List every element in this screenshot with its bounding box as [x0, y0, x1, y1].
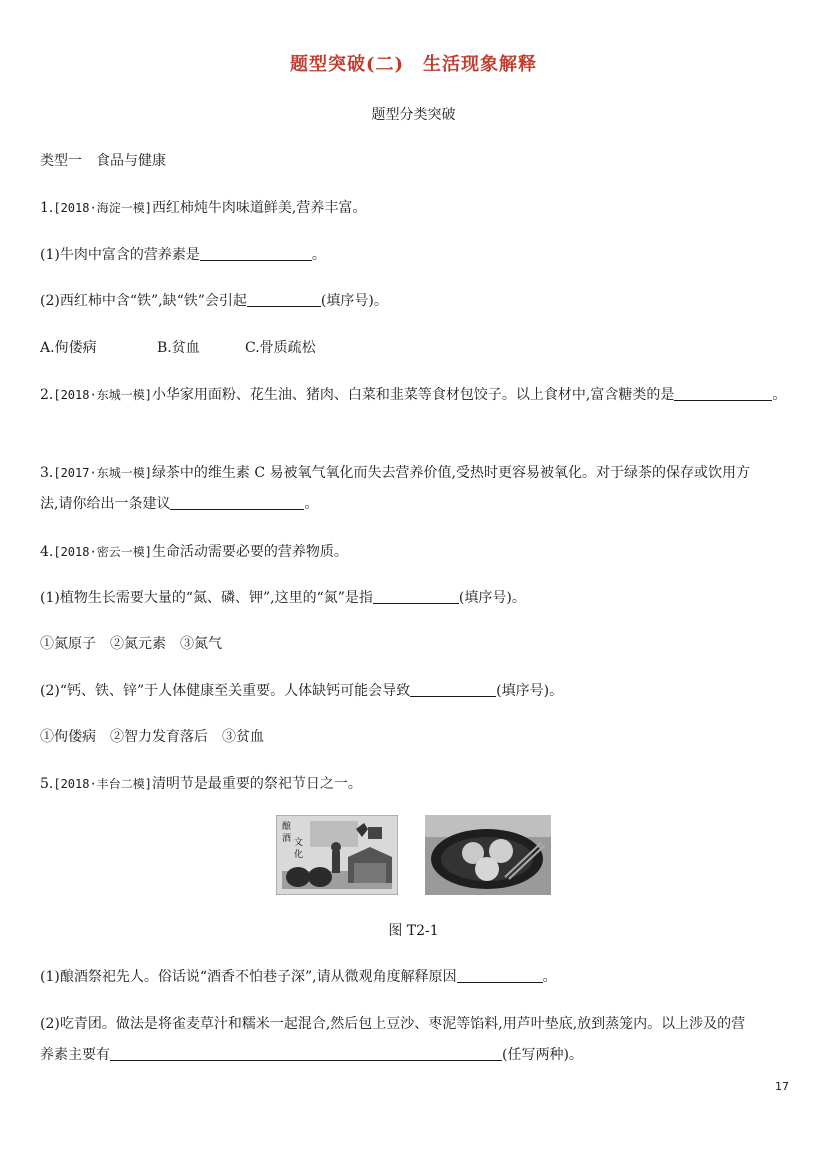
question-text: 清明节是最重要的祭祀节日之一。 [151, 776, 362, 792]
question-source: [2018·海淀一模] [53, 201, 152, 215]
question-4-part-1-options: ①氮原子 ②氮元素 ③氮气 [40, 636, 222, 652]
question-text: 西红柿炖牛肉味道鲜美,营养丰富。 [151, 200, 367, 216]
question-5-part-1 [40, 966, 557, 986]
question-4-part-1 [40, 587, 526, 607]
answer-blank[interactable] [457, 968, 543, 983]
question-source: [2017·东城一模] [53, 466, 152, 480]
question-2 [40, 384, 786, 404]
question-source: [2018·丰台二模] [53, 777, 152, 791]
question-3-line-2 [40, 493, 318, 513]
question-number: 5. [40, 776, 54, 792]
question-source: [2018·东城一模] [53, 388, 152, 402]
part-text-end: 。 [311, 247, 326, 263]
qingtuan-image [425, 815, 551, 895]
part-text-end: 。 [542, 969, 557, 985]
svg-text:文: 文 [294, 838, 304, 848]
part-text-end: (填序号)。 [320, 293, 388, 309]
question-1-options [40, 337, 316, 357]
question-number: 1. [40, 200, 54, 216]
svg-text:酿: 酿 [282, 822, 292, 832]
question-text: 小华家用面粉、花生油、猪肉、白菜和韭菜等食材包饺子。以上食材中,富含糖类的是 [151, 387, 675, 403]
option-a: A.佝偻病 [40, 340, 97, 356]
question-1 [40, 197, 366, 217]
question-3 [40, 462, 750, 482]
page-title: 题型突破(二) 生活现象解释 [289, 54, 538, 75]
question-number: 4. [40, 544, 54, 560]
part-text: (1)酿酒祭祀先人。俗话说“酒香不怕巷子深”,请从微观角度解释原因 [40, 969, 457, 985]
section-heading: 类型一 食品与健康 [40, 153, 166, 169]
part-text: (1)植物生长需要大量的“氮、磷、钾”,这里的“氮”是指 [40, 590, 373, 606]
part-text-end: (填序号)。 [496, 683, 564, 699]
part-text: (1)牛肉中富含的营养素是 [40, 247, 200, 263]
figure-caption: 图 T2-1 [388, 923, 439, 939]
wine-culture-image [276, 815, 398, 895]
answer-blank[interactable] [200, 246, 312, 261]
option-c: C.骨质疏松 [245, 340, 316, 356]
svg-text:化: 化 [294, 850, 304, 860]
page-number: 17 [775, 1080, 789, 1093]
svg-text:酒: 酒 [282, 834, 292, 844]
answer-blank[interactable] [373, 589, 459, 604]
question-5 [40, 773, 362, 793]
answer-blank[interactable] [110, 1046, 502, 1061]
question-1-part-2 [40, 290, 388, 310]
answer-blank[interactable] [170, 495, 304, 510]
part-text-end: (填序号)。 [458, 590, 526, 606]
question-text: 法,请你给出一条建议 [40, 496, 171, 512]
question-5-part-2: (2)吃青团。做法是将雀麦草汁和糯米一起混合,然后包上豆沙、枣泥等馅料,用芦叶垫底,放到蒸笼内。以上涉及的营 [40, 1016, 746, 1032]
question-text: 绿茶中的维生素 C 易被氧气氧化而失去营养价值,受热时更容易被氧化。对于绿茶的保存或饮用方 [151, 465, 750, 481]
option-b: B.贫血 [157, 340, 200, 356]
answer-blank[interactable] [674, 386, 772, 401]
part-text-end: (任写两种)。 [502, 1047, 583, 1063]
question-5-part-2-line-2 [40, 1044, 583, 1064]
question-text-end: 。 [772, 387, 787, 403]
part-text: 养素主要有 [40, 1047, 110, 1063]
question-number: 3. [40, 465, 54, 481]
question-4-part-2-options: ①佝偻病 ②智力发育落后 ③贫血 [40, 729, 264, 745]
part-text: (2)“钙、铁、锌”于人体健康至关重要。人体缺钙可能会导致 [40, 683, 411, 699]
part-text: (2)西红柿中含“铁”,缺“铁”会引起 [40, 293, 247, 309]
question-text-end: 。 [304, 496, 319, 512]
question-text: 生命活动需要必要的营养物质。 [151, 544, 348, 560]
question-source: [2018·密云一模] [53, 545, 152, 559]
answer-blank[interactable] [410, 682, 496, 697]
answer-blank[interactable] [247, 292, 321, 307]
question-number: 2. [40, 387, 54, 403]
question-1-part-1 [40, 244, 326, 264]
question-4-part-2 [40, 680, 563, 700]
page-subtitle: 题型分类突破 [371, 107, 456, 123]
question-4 [40, 541, 348, 561]
